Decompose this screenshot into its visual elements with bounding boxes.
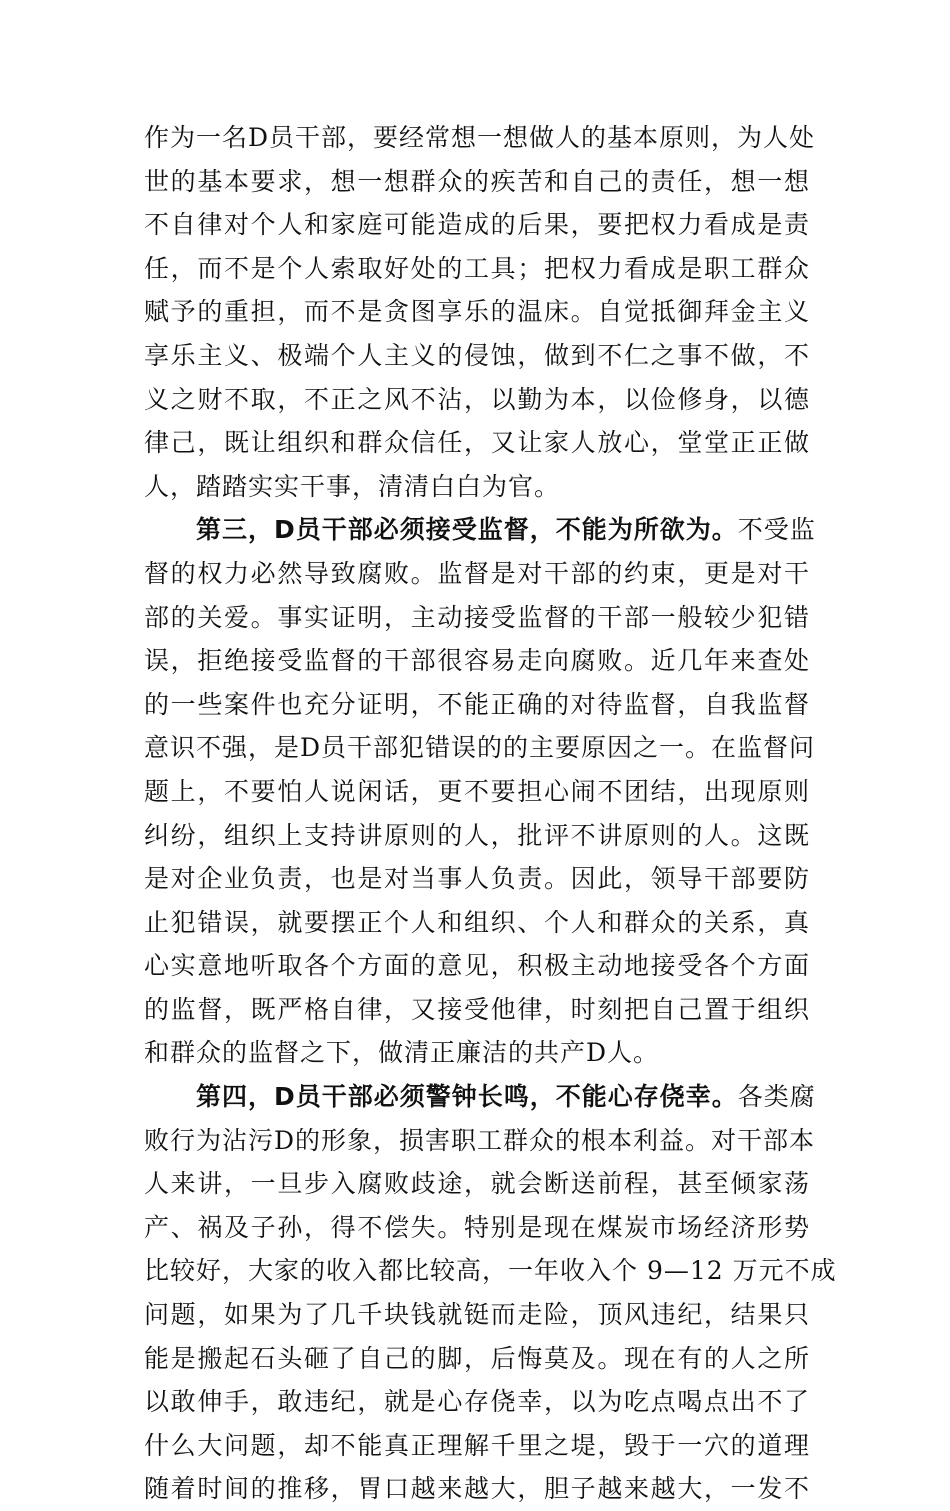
text-line: 部的关爱。事实证明，主动接受监督的干部一般较少犯错 [144, 602, 810, 632]
paragraph-2 [144, 508, 816, 1075]
text-line: 比较好，大家的收入都比较高，一年收入个 9—12 万元不成 [144, 1256, 837, 1286]
heading-line-rest: 各类腐 [737, 1082, 816, 1112]
text-line: 不自律对个人和家庭可能造成的后果，要把权力看成是责 [144, 210, 810, 240]
text-line: 心实意地听取各个方面的意见，积极主动地接受各个方面 [144, 951, 810, 981]
text-line: 产、祸及子孙，得不偿失。特别是现在煤炭市场经济形势 [144, 1212, 810, 1242]
text-line: 的监督，既严格自律，又接受他律，时刻把自己置于组织 [144, 994, 810, 1024]
paragraph-heading: 第四，D员干部必须警钟长鸣，不能心存侥幸。 [196, 1082, 738, 1112]
paragraph-heading-line [144, 508, 816, 552]
text-line: 意识不强，是D员干部犯错误的的主要原因之一。在监督问 [144, 733, 816, 763]
text-line: 享乐主义、极端个人主义的侵蚀，做到不仁之事不做，不 [144, 340, 810, 370]
paragraph-heading-line [144, 1075, 816, 1119]
paragraph-heading: 第三，D员干部必须接受监督，不能为所欲为。 [196, 515, 738, 545]
text-line: 误，拒绝接受监督的干部很容易走向腐败。近几年来查处 [144, 646, 810, 676]
text-line: 律己，既让组织和群众信任，又让家人放心，堂堂正正做 [144, 428, 810, 458]
text-line: 赋予的重担，而不是贪图享乐的温床。自觉抵御拜金主义 [144, 297, 810, 327]
text-line: 随着时间的推移，胃口越来越大，胆子越来越大，一发不 [144, 1474, 810, 1504]
text-line: 人来讲，一旦步入腐败歧途，就会断送前程，甚至倾家荡 [144, 1169, 810, 1199]
text-line: 和群众的监督之下，做清正廉洁的共产D人。 [144, 1038, 660, 1068]
text-line: 作为一名D员干部，要经常想一想做人的基本原则，为人处 [144, 123, 816, 152]
text-line: 败行为沾污D的形象，损害职工群众的根本利益。对干部本 [144, 1125, 816, 1155]
text-line: 纠纷，组织上支持讲原则的人，批评不讲原则的人。这既 [144, 820, 810, 850]
text-line: 任，而不是个人索取好处的工具；把权力看成是职工群众 [144, 253, 810, 283]
paragraph-1 [144, 116, 816, 508]
text-line: 世的基本要求，想一想群众的疾苦和自己的责任，想一想 [144, 166, 810, 196]
text-line: 督的权力必然导致腐败。监督是对干部的约束，更是对干 [144, 558, 810, 588]
document-page [144, 116, 837, 1511]
text-line: 人，踏踏实实干事，清清白白为官。 [144, 471, 561, 501]
paragraph-3 [144, 1075, 837, 1511]
text-line: 问题，如果为了几千块钱就铤而走险，顶风违纪，结果只 [144, 1300, 810, 1330]
text-line: 题上，不要怕人说闲话，更不要担心闹不团结，出现原则 [144, 776, 810, 806]
text-line: 是对企业负责，也是对当事人负责。因此，领导干部要防 [144, 864, 810, 894]
text-line: 以敢伸手，敢违纪，就是心存侥幸，以为吃点喝点出不了 [144, 1387, 810, 1417]
text-line: 止犯错误，就要摆正个人和组织、个人和群众的关系，真 [144, 907, 810, 937]
text-line: 的一些案件也充分证明，不能正确的对待监督，自我监督 [144, 689, 810, 719]
heading-line-rest: 不受监 [737, 515, 816, 545]
text-line: 能是搬起石头砸了自己的脚，后悔莫及。现在有的人之所 [144, 1343, 810, 1373]
text-line: 什么大问题，却不能真正理解千里之堤，毁于一穴的道理 [144, 1430, 810, 1460]
text-line: 义之财不取，不正之风不沾，以勤为本，以俭修身，以德 [144, 384, 810, 414]
